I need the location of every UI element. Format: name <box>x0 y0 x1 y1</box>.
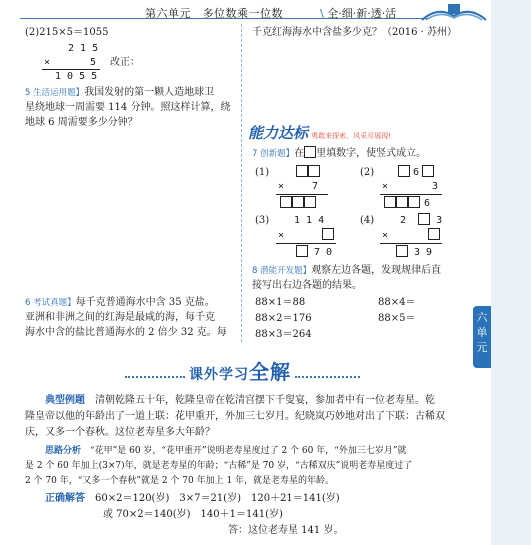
puzzle-3-digits: 7 0 <box>314 247 333 258</box>
ability-heading <box>248 122 391 140</box>
puzzle-4-rule <box>380 243 442 244</box>
q6-continuation: 千克红海海水中含盐多少克？（2016 · 苏州） <box>252 27 457 38</box>
solution-text: 60×2＝120(岁) 3×7＝21(岁) 120＋21＝141(岁) <box>95 493 340 504</box>
puzzle-4-row1: 2 3 <box>400 215 443 226</box>
side-tab-char: 单 <box>476 326 488 339</box>
puzzle-3-op: × <box>278 230 285 241</box>
q7-text-a: 在 <box>294 148 305 159</box>
puzzle-3-rule <box>276 243 336 244</box>
answer-box[interactable] <box>384 196 396 208</box>
eq-left-1: 88×1＝88 <box>255 297 306 308</box>
answer-box[interactable] <box>304 146 316 158</box>
question-6-line3: 海水中含的盐比普通海水的 2 倍少 32 克。每 <box>25 327 227 338</box>
puzzle-4-row2 <box>428 228 440 241</box>
vertical-row2: 5 <box>90 57 97 68</box>
example-text: 清朝乾隆五十年，乾隆皇帝在乾清宫摆下千叟宴，参加者中有一位老寿星。乾 <box>95 395 435 406</box>
puzzle-2-op: × <box>382 181 389 192</box>
analysis-line2: 是 2 个 60 年加上(3×7)年，就是老寿星的年龄；“古稀”是 70 岁，“古稀双庆”说明老寿星度过了 <box>25 461 413 471</box>
puzzle-2-digit: 6 <box>424 198 431 209</box>
example-line2: 隆皇帝以他的年龄出了一道上联：花甲重开，外加三七岁月。纪晓岚巧妙地对出了下联：古稀双 <box>25 411 445 422</box>
header-slogan-text: 全·细·新·透·活 <box>327 7 397 20</box>
ability-subtitle: 勇敢来探索、风采尽展现! <box>311 132 392 140</box>
puzzle-1-label: (1) <box>255 167 270 178</box>
eq-right-2: 88×5＝ <box>378 313 416 324</box>
question-8-line2: 接写出右边各题的结果。 <box>252 280 362 291</box>
banner-title-b: 全解 <box>249 360 291 384</box>
puzzle-1-rule <box>276 194 328 195</box>
section-banner <box>125 356 360 384</box>
answer-box[interactable] <box>296 165 308 177</box>
answer-box[interactable] <box>304 196 316 208</box>
example-line1 <box>45 394 435 408</box>
vertical-result: 1 0 5 5 <box>55 71 98 82</box>
eq-left-2: 88×2＝176 <box>255 313 312 324</box>
side-tab-char: 六 <box>476 311 488 324</box>
solution-label: 正确解答 <box>45 493 85 504</box>
puzzle-2-result <box>384 196 430 209</box>
puzzle-3-row1: 1 1 4 <box>294 215 325 226</box>
answer-title: (2)215×5＝1055 <box>25 27 109 38</box>
page-header <box>0 2 490 24</box>
question-5-line1: 5 生活运用题】我国发射的第一颗人造地球卫 <box>25 87 215 98</box>
question-8-line1: 8 潜能开发题】观察左边各题，发现规律后直 <box>252 265 442 276</box>
answer-box[interactable] <box>396 245 408 257</box>
answer-box[interactable] <box>280 196 292 208</box>
puzzle-2-label: (2) <box>360 167 375 178</box>
analysis-line1 <box>45 444 406 458</box>
banner-title-a: 课外学习 <box>189 367 249 383</box>
puzzle-2-rule <box>380 194 442 195</box>
q5-number: 5 <box>25 88 31 98</box>
analysis-label: 思路分析 <box>45 446 82 456</box>
banner-rule-left <box>125 376 185 378</box>
puzzle-2-row1 <box>398 165 434 178</box>
analysis-line3: 2 个 70 年，“又多一个春秋”就是 2 个 70 年加上 1 年，就是老寿星的年龄。 <box>25 476 335 486</box>
puzzle-4-op: × <box>382 230 389 241</box>
side-strip <box>491 0 531 545</box>
puzzle-4-digits: 3 9 <box>414 247 433 258</box>
solution-line1 <box>45 492 340 506</box>
puzzle-3-row2 <box>322 228 334 241</box>
analysis-text: “花甲”是 60 岁，“花甲重开”说明老寿星度过了 2 个 60 年，“外加三七岁月”就 <box>90 446 407 456</box>
question-6-line1: 6 考试真题】每千克普通海水中含 35 克盐。 <box>25 297 215 308</box>
column-divider <box>241 24 242 342</box>
slash-icon: \ <box>320 7 328 20</box>
books-icon <box>418 2 490 22</box>
answer-box[interactable] <box>322 228 334 240</box>
unit-side-tab[interactable] <box>473 306 491 368</box>
q8-tag: 潜能开发题 <box>260 266 303 276</box>
answer-box[interactable] <box>428 228 440 240</box>
answer-box[interactable] <box>308 165 320 177</box>
q5-text: 我国发射的第一颗人造地球卫 <box>84 87 215 98</box>
answer-box[interactable] <box>398 165 410 177</box>
puzzle-1-op: × <box>278 181 285 192</box>
q7-text-b: 里填数字，使竖式成立。 <box>316 148 427 159</box>
q8-text: 观察左边各题，发现规律后直 <box>311 265 442 276</box>
example-line3: 庆，又多一个春秋。这位老寿星多大年龄？ <box>25 427 215 438</box>
vertical-op: × <box>44 57 51 68</box>
q7-number: 7 <box>252 149 258 159</box>
puzzle-2-digit: 6 <box>413 167 420 178</box>
puzzle-1-result <box>280 196 316 209</box>
q8-number: 8 <box>252 266 258 276</box>
q6-text: 每千克普通海水中含 35 克盐。 <box>75 297 215 308</box>
q7-tag: 创新题 <box>260 149 286 159</box>
question-6-line2: 亚洲和非洲之间的红海是最咸的海，每千克 <box>25 312 215 323</box>
banner-title <box>189 356 291 385</box>
puzzle-4-result <box>396 245 432 258</box>
answer-box[interactable] <box>296 245 308 257</box>
q5-tag: 生活运用题 <box>33 88 76 98</box>
side-tab-char: 元 <box>476 341 488 354</box>
answer-box[interactable] <box>422 165 434 177</box>
puzzle-1-row1 <box>296 165 320 178</box>
banner-rule-right <box>295 376 360 378</box>
puzzle-2-row2: 3 <box>432 181 439 192</box>
question-5-line3: 地球 6 周需要多少分钟？ <box>25 117 138 128</box>
puzzle-4-label: (4) <box>360 215 375 226</box>
header-title: 第六单元 多位数乘一位数 <box>145 7 283 20</box>
fix-label: 改正： <box>110 57 140 68</box>
answer-box[interactable] <box>408 196 420 208</box>
vertical-row1: 2 1 5 <box>68 43 99 54</box>
header-slogan <box>320 5 396 21</box>
example-label: 典型例题 <box>45 395 85 406</box>
q6-tag: 考试真题 <box>33 298 68 308</box>
eq-right-1: 88×4＝ <box>378 297 416 308</box>
ability-title: 能力达标 <box>248 124 309 142</box>
solution-answer: 答：这位老寿星 141 岁。 <box>228 525 344 536</box>
eq-left-3: 88×3＝264 <box>255 329 312 340</box>
answer-box[interactable] <box>418 213 430 225</box>
answer-box[interactable] <box>292 196 304 208</box>
question-5-line2: 星绕地球一周需要 114 分钟。照这样计算，绕 <box>25 102 231 113</box>
answer-box[interactable] <box>396 196 408 208</box>
q6-number: 6 <box>25 298 31 308</box>
solution-line2: 或 70×2＝140(岁) 140＋1＝141(岁) <box>103 509 283 520</box>
puzzle-1-row2: 7 <box>312 181 319 192</box>
puzzle-3-label: (3) <box>255 215 270 226</box>
puzzle-4-digit: 2 <box>400 215 407 226</box>
puzzle-3-result <box>296 245 332 258</box>
question-7-line: 7 创新题】在 里填数字，使竖式成立。 <box>252 148 427 159</box>
